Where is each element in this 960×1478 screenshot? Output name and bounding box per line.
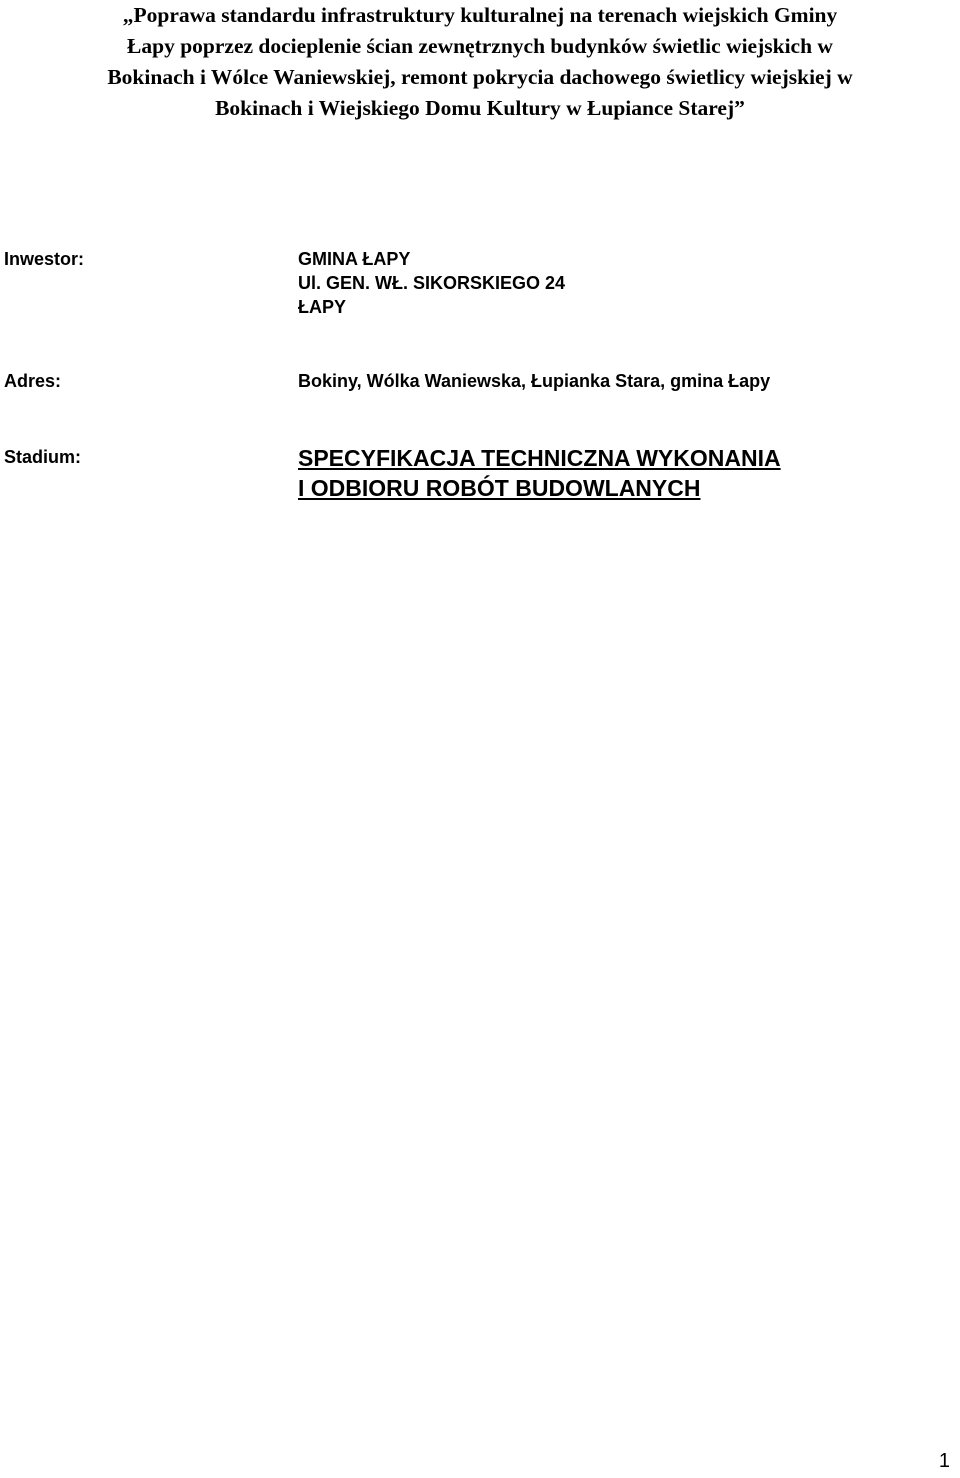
address-value: Bokiny, Wólka Waniewska, Łupianka Stara, gmina Łapy <box>298 371 771 391</box>
document-title <box>0 0 960 124</box>
address-label: Adres: <box>4 371 62 391</box>
investor-value <box>298 247 565 319</box>
title-line: Bokinach i Wólce Waniewskiej, remont pokrycia dachowego świetlicy wiejskiej w <box>107 65 853 89</box>
title-line: „Poprawa standardu infrastruktury kulturalnej na terenach wiejskich Gminy <box>122 3 838 27</box>
stage-line: SPECYFIKACJA TECHNICZNA WYKONANIA <box>298 445 781 471</box>
title-line: Bokinach i Wiejskiego Domu Kultury w Łupiance Starej” <box>215 96 745 120</box>
title-line: Łapy poprzez docieplenie ścian zewnętrznych budynków świetlic wiejskich w <box>127 34 833 58</box>
stage-value <box>298 443 781 503</box>
investor-line: Ul. GEN. WŁ. SIKORSKIEGO 24 <box>298 273 566 293</box>
stage-line: I ODBIORU ROBÓT BUDOWLANYCH <box>298 475 701 501</box>
investor-line: GMINA ŁAPY <box>298 249 411 269</box>
page-number: 1 <box>938 1450 950 1472</box>
investor-label: Inwestor: <box>4 249 85 269</box>
stage-label: Stadium: <box>4 447 82 467</box>
investor-line: ŁAPY <box>298 297 347 317</box>
